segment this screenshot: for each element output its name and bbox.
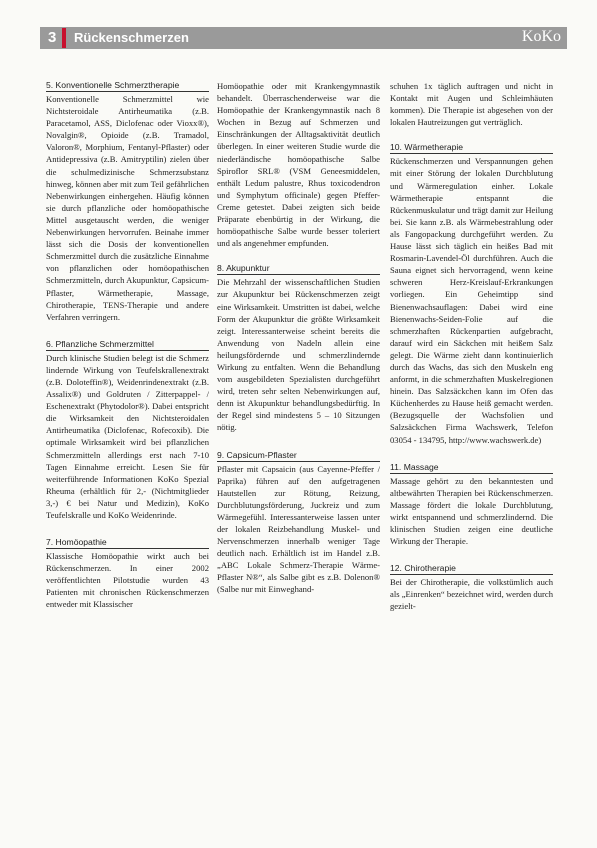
header-accent-bar [62,28,66,48]
body-paragraph: Homöopathie oder mit Krankengymnastik behandelt. Überraschenderweise war die Homöopathie der Krankengymnastik nach 8 Wochen in Bezug auf Schmerzen und Einschränkungen der Alltagsaktivität deutlich überlegen. In einer weiteren Studie wurde die niederländische homöopathische Salbe Spiroflor SRL® (VSM Geneesmiddelen, enthält Ledum palustre, Rhus toxicodendron und Symphytum officinale) gegen Pfeffer-Creme getestet. Dabei zeigten sich beide Präparate ebenbürtig in der Wirkung, die homöopathische Salbe wurde besser toleriert und als angenehmer empfunden. [217,81,380,249]
paragraph-block [390,80,553,128]
article-section [390,142,553,445]
article-section [390,563,553,612]
body-paragraph: Klassische Homöopathie wirkt auch bei Rückenschmerzen. In einer 2002 veröffentlichten Pilotstudie wurden 43 Patienten mit chronischen Rückenschmerzen entweder mit Klassischer [46,551,209,610]
body-paragraph: Rückenschmerzen und Verspannungen gehen mit einer Störung der lokalen Durchblutung und Wärmeregulation einher. Lokale Wärmetherapie entspannt die Rückenmuskulatur und trägt damit zur Heilung bei. Sie kann z.B. als Wärmebestrahlung oder als Fangopackung durchgeführt werden. Zu Hause lässt sich täglich ein heißes Bad mit Rosmarin-Lavendel-Öl durchführen. Auch die Sauna eignet sich hervorragend, wenn keine schweren Herz-Kreislauf-Erkrankungen vorliegen. Ein Geheimtipp sind Bienenwachsauflagen: Dabei wird eine Bienenwachs-Seiden-Folie auf die schmerzhaften Rückenpartien aufgebracht, darauf wird ein Säckchen mit heißem Salz gelegt. Die Wärme zieht dann kontinuierlich durch das Wachs, das sich den Muskeln eng anformt, in die schmerzhaften Muskelregionen hinein. Das Salzsäckchen kann im Ofen das Küchenherdes zu Hause heiß gemacht werden. (Bezugsquelle der Wachsfolien und Salzsäckchen Firma Wachswerk, Telefon 03054 - 134795, http://www.wachswerk.de) [390,156,553,445]
text-column-3 [390,80,553,628]
article-section [46,80,209,323]
section-heading: 10. Wärmetherapie [390,142,553,154]
article-section [217,263,380,433]
text-column-1 [46,80,209,627]
article-section [46,339,209,521]
section-heading: 9. Capsicum-Pflaster [217,450,380,462]
section-heading: 12. Chirotherapie [390,563,553,575]
section-heading: 6. Pflanzliche Schmerzmittel [46,339,209,351]
page-title: Rückenschmerzen [74,30,189,45]
section-heading: 8. Akupunktur [217,263,380,275]
paragraph-block [217,80,380,249]
body-paragraph: Massage gehört zu den bekanntesten und altbewährten Therapien bei Rückenschmerzen. Massage fördert die lokale Durchblutung, wirkt entspannend und schmerzlindernd. Die klinischen Studien zeigen eine deutliche Wirkung der Therapie. [390,475,553,547]
page-number: 3 [48,29,57,46]
text-column-2 [217,80,380,612]
body-paragraph: Die Mehrzahl der wissenschaftlichen Studien zur Akupunktur bei Rückenschmerzen zeigt eine Wirksamkeit. Umstritten ist dabei, welche Form der Akupunktur die größte Wirksamkeit zeigt. Interessanterweise scheint bereits die Anwendung von Nadeln allein eine heilungsfördernde und schmerzlindernde Wirkung zu entfalten. Wenn die Behandlung vom ausgebildeten Spezialisten durchgeführt wird, treten sehr selten Nebenwirkungen auf, denn ist Akupunktur behandlungsbedürftig. In der Regel sind mindestens 5 – 10 Sitzungen nötig. [217,277,380,433]
body-paragraph: schuhen 1x täglich auftragen und nicht in Kontakt mit Augen und Schleimhäuten kommen). Die Therapie ist abgesehen von der lokalen Hautreizungen gut verträglich. [390,81,553,128]
body-paragraph: Pflaster mit Capsaicin (aus Cayenne-Pfeffer / Paprika) führen auf den aufgetragenen Hautstellen zur Rötung, Reizung, Durchblutungsförderung, Juckreiz und zum Wärmegefühl. Interessanterweise lassen unter der lokalen Reizbehandlung Muskel- und Nervenschmerzen innerhalb weniger Tage deutlich nach. Erhältlich ist im Handel z.B. „ABC Lokale Schmerz-Therapie Wärme-Pflaster N®“, als Salbe gibt es z.B. Dolenon® (Salbe nur mit Einweghand- [217,463,380,595]
brand-logo: KoKo [521,28,561,45]
article-section [217,450,380,596]
body-paragraph: Konventionelle Schmerzmittel wie Nichtsteroidale Antirheumatika (z.B. Paracetamol, ASS, Diclofenac oder Vioxx®), Novalgin®, Opioide (z.B. Tramadol, Valoron®, Morphium, Fentanyl-Pflaster) oder Antidepressiva (z.B. Amitryptilin) zielen über die schulmedizinische Schmerzsubstanz hinweg, können aber mit zum Teil gefährlichen Nebenwirkungen einhergehen. Häufig können sie durch pflanzliche oder homöopathische Mittel ausgetauscht werden, die weniger Nebenwirkungen hervorrufen. Beinahe immer lässt sich die Dosis der konventionellen Schmerzmittel durch die zusätzliche Einnahme von pflanzlichen oder homöopathischen Schmerzmitteln, durch Akupunktur, Capsicum-Pflaster, Wärmetherapie, Massage, Chirotherapie, TENS-Therapie und andere Verfahren verringern. [46,94,209,322]
body-paragraph: Bei der Chirotherapie, die volkstümlich auch als „Einrenken“ bezeichnet wird, werden durch gezielt- [390,577,553,612]
body-paragraph: Durch klinische Studien belegt ist die Schmerz lindernde Wirkung von Teufelskrallenextrakt (z.B. Doloteffin®), Weidenrindenextrakt (z.B. Assalix®) und Goldruten / Zitterpappel- / Eschenextrakt (Phytodolor®). Dabei entspricht die Wirksamkeit den Nichtsteroidalen Antirheumatika (Diclofenac, Rofecoxib). Die optimale Wirksamkeit wird bei pflanzlichen Schmerzmitteln allerdings erst nach 7-10 Tagen Einnahme erreicht. Lesen Sie für weiterführende Informationen KoKo Spezial Rheuma (erhältlich für 2,- (Nichtmitglieder 3,-) € bei Natur und Medizin), KoKo Teufelskralle und KoKo Weidenrinde. [46,352,209,520]
page-header [40,27,567,49]
article-section [390,462,553,548]
article-section [46,537,209,610]
section-heading: 11. Massage [390,462,553,474]
section-heading: 5. Konventionelle Schmerztherapie [46,80,209,92]
section-heading: 7. Homöopathie [46,537,209,549]
